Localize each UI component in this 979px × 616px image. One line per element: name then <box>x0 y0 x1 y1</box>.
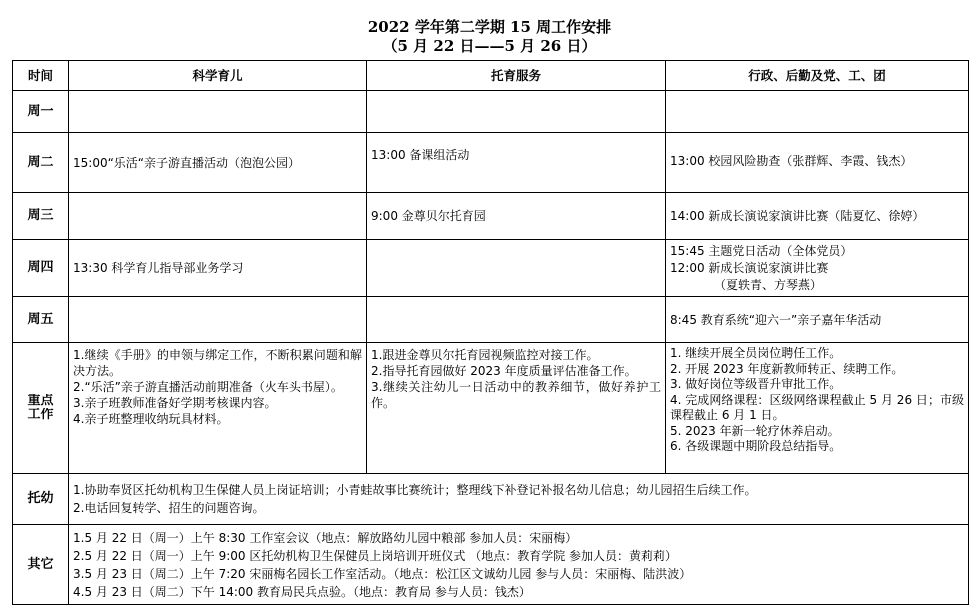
monday-science-cell <box>69 91 367 133</box>
other-label: 其它 <box>13 525 69 605</box>
day-friday: 周五 <box>13 297 69 343</box>
page-subtitle-date-range: （5 月 22 日——5 月 26 日） <box>382 37 597 55</box>
other-line: 3.5 月 23 日（周二）上午 7:20 宋丽梅名园长工作室活动。（地点：松江区文诚幼儿园 参与人员：宋丽梅、陆洪波） <box>73 566 692 581</box>
key-work-nursery-item: 1.跟进金尊贝尔托育园视频监控对接工作。 <box>371 348 599 362</box>
key-work-admin-item: 1. 继续开展全员岗位聘任工作。 <box>670 346 842 360</box>
day-monday: 周一 <box>13 91 69 133</box>
friday-nursery-cell <box>367 297 666 343</box>
friday-science-cell <box>69 297 367 343</box>
tuesday-science-cell <box>69 133 367 193</box>
row-other <box>13 525 969 605</box>
key-work-science-item: 4.亲子班整理收纳玩具材料。 <box>73 412 229 426</box>
key-work-admin-item: 5. 2023 年新一轮疗休养启动。 <box>670 423 840 438</box>
monday-admin-cell <box>666 91 969 133</box>
key-work-label: 重点 工作 <box>13 343 69 474</box>
key-work-admin-item: 3. 做好岗位等级晋升审批工作。 <box>670 377 842 391</box>
schedule-table <box>12 60 969 605</box>
thursday-science-cell <box>69 240 367 297</box>
tuesday-admin-cell <box>666 133 969 193</box>
row-thursday <box>13 240 969 297</box>
other-line: 2.5 月 22 日（周一）上午 9:00 区托幼机构卫生保健员上岗培训开班仪式 （地点：教育学院 参加人员：黄莉莉） <box>73 548 678 563</box>
friday-admin-text: 8:45 教育系统“迎六一”亲子嘉年华活动 <box>670 312 882 327</box>
wednesday-nursery-cell <box>367 193 666 240</box>
header-nursery-service: 托育服务 <box>367 61 666 91</box>
friday-admin-cell <box>666 297 969 343</box>
row-friday <box>13 297 969 343</box>
thursday-science-text: 13:30 科学育儿指导部业务学习 <box>73 261 244 275</box>
key-work-admin-item: 6. 各级课题中期阶段总结指导。 <box>670 439 842 453</box>
key-work-admin-item: 2. 开展 2023 年度新教师转正、续聘工作。 <box>670 361 904 376</box>
thursday-admin-line-1: 15:45 主题党日活动（全体党员） <box>670 243 853 258</box>
other-line: 1.5 月 22 日（周一）上午 8:30 工作室会议（地点：解放路幼儿园中粮部 参加人员：宋丽梅） <box>73 530 578 545</box>
key-work-science-item: 2.“乐活”亲子游直播活动前期准备（火车头书屋）。 <box>73 380 343 394</box>
row-tuesday <box>13 133 969 193</box>
row-tuoyou <box>13 474 969 525</box>
row-monday <box>13 91 969 133</box>
header-time: 时间 <box>13 61 69 91</box>
thursday-admin-cell <box>666 240 969 297</box>
thursday-admin-line-2: 12:00 新成长演说家演讲比赛 <box>670 260 829 275</box>
key-work-admin-cell <box>666 343 969 474</box>
tuesday-admin-text: 13:00 校园风险勘查（张群辉、李霞、钱杰） <box>670 154 913 168</box>
key-work-science-item: 1.继续《手册》的申领与绑定工作，不断积累问题和解决方法。 <box>73 348 362 378</box>
day-wednesday: 周三 <box>13 193 69 240</box>
wednesday-admin-text: 14:00 新成长演说家演讲比赛（陆夏忆、徐婷） <box>670 209 925 223</box>
tuesday-nursery-cell <box>367 133 666 193</box>
other-cell <box>69 525 969 605</box>
tuesday-science-text: 15:00“乐活“亲子游直播活动（泡泡公园） <box>73 155 301 170</box>
other-line: 4.5 月 23 日（周二）下午 14:00 教育局民兵点验。（地点：教育局 参与人员：钱杰） <box>73 584 531 599</box>
header-admin: 行政、后勤及党、工、团 <box>666 61 969 91</box>
day-thursday: 周四 <box>13 240 69 297</box>
day-tuesday: 周二 <box>13 133 69 193</box>
tuoyou-cell <box>69 474 969 525</box>
monday-nursery-cell <box>367 91 666 133</box>
header-science-parenting: 科学育儿 <box>69 61 367 91</box>
key-work-nursery-item: 3.继续关注幼儿一日活动中的教养细节，做好养护工作。 <box>371 380 661 410</box>
key-work-nursery-cell <box>367 343 666 474</box>
thursday-admin-line-3: （夏轶青、方琴燕） <box>714 277 823 292</box>
key-work-science-item: 3.亲子班教师准备好学期考核课内容。 <box>73 396 277 410</box>
wednesday-admin-cell <box>666 193 969 240</box>
header-row <box>13 61 969 91</box>
key-work-admin-item: 4. 完成网络课程：区级网络课程截止 5 月 26 日；市级课程截止 6 月 1 日。 <box>670 392 964 422</box>
wednesday-science-cell <box>69 193 367 240</box>
key-work-nursery-item: 2.指导托育园做好 2023 年度质量评估准备工作。 <box>371 364 637 378</box>
row-key-work <box>13 343 969 474</box>
page-title: 2022 学年第二学期 15 周工作安排 <box>367 18 612 36</box>
tuoyou-line: 2.电话回复转学、招生的问题咨询。 <box>73 501 265 515</box>
tuoyou-line: 1.协助奉贤区托幼机构卫生保健人员上岗证培训；小青蛙故事比赛统计；整理线下补登记补报名幼儿信息；幼儿园招生后续工作。 <box>73 483 757 497</box>
thursday-nursery-cell <box>367 240 666 297</box>
wednesday-nursery-text: 9:00 金尊贝尔托育园 <box>371 209 486 223</box>
tuoyou-label: 托幼 <box>13 474 69 525</box>
row-wednesday <box>13 193 969 240</box>
tuesday-nursery-text: 13:00 备课组活动 <box>371 148 470 162</box>
key-work-science-cell <box>69 343 367 474</box>
